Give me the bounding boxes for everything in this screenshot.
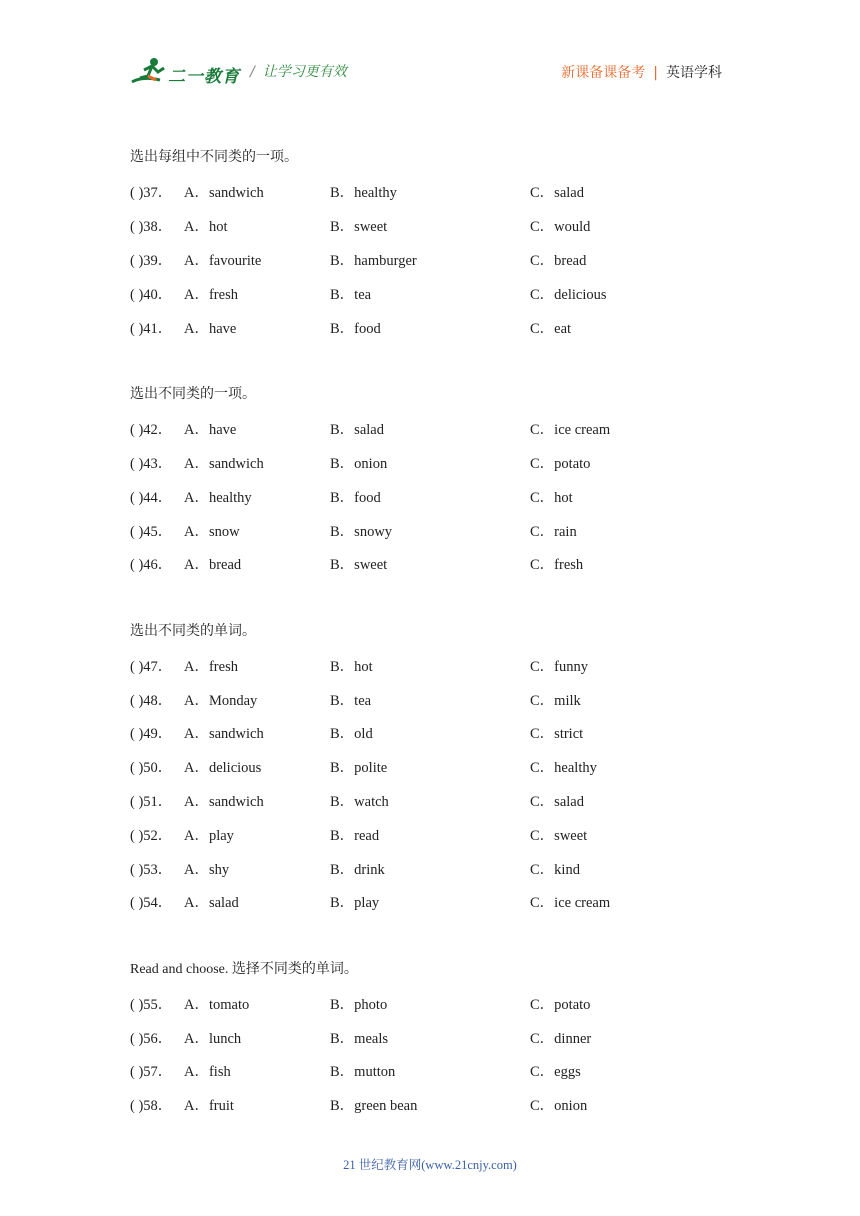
question-row <box>130 1027 730 1047</box>
option-c: C．dinner <box>530 1031 592 1047</box>
option-b: B．tea <box>330 287 372 303</box>
option-c: C．milk <box>530 693 581 709</box>
option-b: B．watch <box>330 794 389 810</box>
question-row <box>130 756 730 776</box>
question-row <box>130 790 730 810</box>
question-row <box>130 655 730 675</box>
option-b: B．photo <box>330 997 388 1013</box>
question-number: ( )48． <box>130 693 173 709</box>
runner-logo-icon <box>130 56 170 90</box>
question-row <box>130 553 730 573</box>
option-b: B．sweet <box>330 219 388 235</box>
option-a: A．have <box>184 321 237 337</box>
option-a: A．bread <box>184 557 242 573</box>
option-b: B．food <box>330 321 381 337</box>
option-b: B．onion <box>330 456 388 472</box>
question-number: ( )52． <box>130 828 173 844</box>
option-c: C．ice cream <box>530 895 611 911</box>
question-number: ( )41． <box>130 321 173 337</box>
question-row <box>130 317 730 337</box>
option-c: C．healthy <box>530 760 597 776</box>
question-number: ( )47． <box>130 659 173 675</box>
option-c: C．salad <box>530 185 584 201</box>
question-number: ( )43． <box>130 456 173 472</box>
tag-left: 新课备课备考 <box>561 65 646 81</box>
question-number: ( )45． <box>130 524 173 540</box>
option-b: B．food <box>330 490 381 506</box>
option-c: C．would <box>530 219 591 235</box>
question-number: ( )57． <box>130 1064 173 1080</box>
option-c: C．potato <box>530 997 591 1013</box>
option-b: B．meals <box>330 1031 388 1047</box>
option-c: C．salad <box>530 794 584 810</box>
option-a: A．sandwich <box>184 456 264 472</box>
question-number: ( )37． <box>130 185 173 201</box>
option-a: A．tomato <box>184 997 250 1013</box>
page-footer: 21 世纪教育网(www.21cnjy.com) <box>343 1158 517 1172</box>
option-b: B．salad <box>330 422 384 438</box>
option-c: C．potato <box>530 456 591 472</box>
option-a: A．fresh <box>184 659 238 675</box>
question-number: ( )53． <box>130 862 173 878</box>
option-a: A．sandwich <box>184 726 264 742</box>
option-a: A．Monday <box>184 693 258 709</box>
option-a: A．sandwich <box>184 794 264 810</box>
question-number: ( )44． <box>130 490 173 506</box>
question-row <box>130 418 730 438</box>
option-a: A．lunch <box>184 1031 242 1047</box>
question-number: ( )56． <box>130 1031 173 1047</box>
slogan-text: 让学习更有效 <box>262 64 347 80</box>
option-c: C．kind <box>530 862 580 878</box>
option-a: A．have <box>184 422 237 438</box>
subject-tag <box>561 62 722 82</box>
option-b: B．green bean <box>330 1098 418 1114</box>
option-c: C．eggs <box>530 1064 581 1080</box>
option-a: A．salad <box>184 895 239 911</box>
option-b: B．polite <box>330 760 388 776</box>
option-a: A．fruit <box>184 1098 234 1114</box>
section-title-1: 选出每组中不同类的一项。 <box>130 149 298 165</box>
option-b: B．snowy <box>330 524 393 540</box>
option-a: A．snow <box>184 524 240 540</box>
section-title-3: 选出不同类的单词。 <box>130 623 256 639</box>
question-row <box>130 824 730 844</box>
logo-text: 二一教育 <box>168 67 240 87</box>
option-c: C．funny <box>530 659 588 675</box>
option-c: C．hot <box>530 490 573 506</box>
option-a: A．fresh <box>184 287 238 303</box>
option-b: B．hot <box>330 659 373 675</box>
option-c: C．delicious <box>530 287 607 303</box>
section-title-2: 选出不同类的一项。 <box>130 386 256 402</box>
section-title-4: Read and choose. 选择不同类的单词。 <box>130 962 358 977</box>
question-row <box>130 452 730 472</box>
option-b: B．hamburger <box>330 253 417 269</box>
option-c: C．eat <box>530 321 572 337</box>
question-number: ( )54． <box>130 895 173 911</box>
question-row <box>130 993 730 1013</box>
question-number: ( )38． <box>130 219 173 235</box>
option-c: C．onion <box>530 1098 588 1114</box>
option-a: A．sandwich <box>184 185 264 201</box>
question-number: ( )55． <box>130 997 173 1013</box>
question-number: ( )40． <box>130 287 173 303</box>
logo <box>130 56 240 90</box>
option-a: A．favourite <box>184 253 262 269</box>
option-a: A．play <box>184 828 234 844</box>
option-b: B．healthy <box>330 185 397 201</box>
question-number: ( )42． <box>130 422 173 438</box>
question-number: ( )49． <box>130 726 173 742</box>
question-number: ( )39． <box>130 253 173 269</box>
option-c: C．bread <box>530 253 587 269</box>
question-row <box>130 689 730 709</box>
question-row <box>130 858 730 878</box>
option-a: A．healthy <box>184 490 252 506</box>
option-b: B．play <box>330 895 380 911</box>
question-number: ( )51． <box>130 794 173 810</box>
question-row <box>130 249 730 269</box>
option-b: B．drink <box>330 862 385 878</box>
tag-right: 英语学科 <box>666 65 722 81</box>
option-b: B．old <box>330 726 373 742</box>
question-row <box>130 486 730 506</box>
option-c: C．rain <box>530 524 577 540</box>
page-header <box>0 0 860 110</box>
option-b: B．tea <box>330 693 372 709</box>
option-c: C．sweet <box>530 828 588 844</box>
question-number: ( )58． <box>130 1098 173 1114</box>
option-c: C．strict <box>530 726 584 742</box>
question-row <box>130 181 730 201</box>
question-row <box>130 283 730 303</box>
question-row <box>130 1060 730 1080</box>
slogan: / 让学习更有效 <box>250 64 347 80</box>
question-row <box>130 891 730 911</box>
option-b: B．sweet <box>330 557 388 573</box>
option-c: C．fresh <box>530 557 584 573</box>
option-a: A．fish <box>184 1064 231 1080</box>
option-b: B．read <box>330 828 380 844</box>
tag-divider: | <box>653 65 658 81</box>
question-row <box>130 215 730 235</box>
option-a: A．shy <box>184 862 230 878</box>
option-c: C．ice cream <box>530 422 611 438</box>
question-row <box>130 722 730 742</box>
option-a: A．delicious <box>184 760 262 776</box>
option-b: B．mutton <box>330 1064 396 1080</box>
question-number: ( )50． <box>130 760 173 776</box>
option-a: A．hot <box>184 219 228 235</box>
question-row <box>130 1094 730 1114</box>
question-number: ( )46． <box>130 557 173 573</box>
question-row <box>130 520 730 540</box>
